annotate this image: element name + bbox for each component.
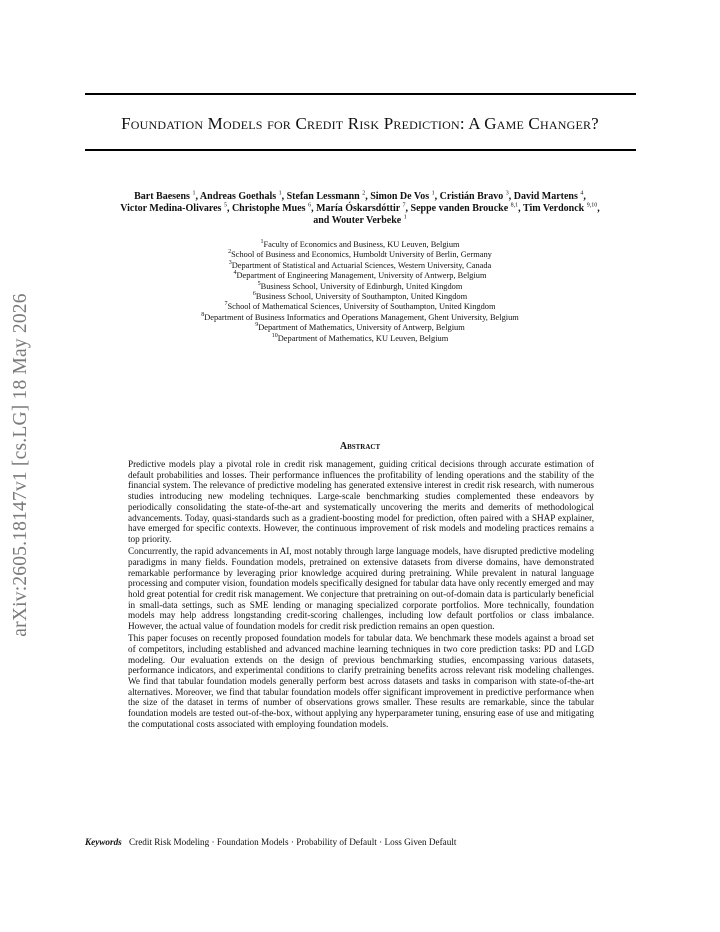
author: Simon De Vos $^1$, <box>370 190 440 202</box>
affiliation: $^4$Department of Engineering Management, University of Antwerp, Belgium <box>233 270 487 281</box>
paper-title: Foundation Models for Credit Risk Prediction: A Game Changer? <box>121 114 599 133</box>
keywords-text: Credit Risk Modeling · Foundation Models · Probability of Default · Loss Given Default <box>129 837 457 847</box>
keywords-line <box>85 837 645 847</box>
title-bottom-rule <box>85 149 636 151</box>
author: Tim Verdonck $^{9,10}$, <box>523 202 600 214</box>
author: and Wouter Verbeke $^1$ <box>313 214 407 226</box>
affiliation-list <box>100 240 620 344</box>
affiliation: $^1$Faculty of Economics and Business, KU Leuven, Belgium <box>260 239 460 249</box>
abstract-paragraph: This paper focuses on recently proposed foundation models for tabular data. We benchmark these models against a broad set of competitors, including established and advanced machine learning techniques in two core prediction tasks: PD and LGD modeling. Our evaluation extends on the design of previous benchmarking studies, encompassing various datasets, performance indicators, and experimental conditions to clarify pretraining benefits across relevant risk modeling challenges. We find that tabular foundation models generally perform best across datasets and tasks in comparison with state-of-the-art alternatives. Moreover, we find that tabular foundation models offer significant improvement in predictive performance when the size of the dataset in terms of number of observations grows smaller. These results are remarkable, since the tabular foundation models are tested out-of-the-box, without applying any hyperparameter tuning, ensuring ease of use and mitigating the computational costs associated with employing foundation models. <box>128 633 594 729</box>
abstract-paragraph: Predictive models play a pivotal role in credit risk management, guiding critical decisions through accurate estimation of default probabilities and losses. Their performance influences the profitability of lending operations and the stability of the financial system. The relevance of predictive modeling has generated extensive interest in credit risk research, with numerous studies introducing new modeling techniques. Large-scale benchmarking studies complemented these endeavors by periodically consolidating the state-of-the-art and systematically uncovering the merits and demerits of methodological advancements. Today, quasi-standards such as a gradient-boosting model for prediction, often paired with a SHAP explainer, have emerged for specific contexts. However, the continuous improvement of risk models and modeling practices remains a top priority. <box>128 459 594 544</box>
affiliation: $^{10}$Department of Mathematics, KU Leuven, Belgium <box>271 332 449 343</box>
title-top-rule <box>85 93 636 95</box>
author: Victor Medina-Olivares $^5$, <box>120 202 232 214</box>
affiliation: $^5$Business School, University of Edinburgh, United Kingdom <box>257 280 463 291</box>
author: Andreas Goethals $^1$, <box>199 190 287 202</box>
author-list <box>75 191 645 227</box>
abstract-heading: Abstract <box>339 441 381 452</box>
abstract-body <box>128 459 594 731</box>
keywords-label: Keywords <box>85 837 122 847</box>
affiliation: $^3$Department of Statistical and Actuarial Sciences, Western University, Canada <box>228 260 492 270</box>
author: Seppe vanden Broucke $^{8,1}$, <box>410 202 523 214</box>
author: David Martens $^4$, <box>513 190 586 202</box>
author: Cristián Bravo $^3$, <box>439 190 514 202</box>
author: Stefan Lessmann $^2$, <box>286 190 371 202</box>
affiliation: $^9$Department of Mathematics, University of Antwerp, Belgium <box>255 322 465 333</box>
affiliation: $^2$School of Business and Economics, Humboldt University of Berlin, Germany <box>228 249 492 260</box>
author: Christophe Mues $^6$, <box>231 202 317 214</box>
affiliation: $^8$Department of Business Informatics and Operations Management, Ghent University, Belgium <box>201 312 519 322</box>
author: Bart Baesens $^1$, <box>134 190 200 202</box>
affiliation: $^7$School of Mathematical Sciences, University of Southampton, United Kingdom <box>224 301 496 312</box>
abstract-paragraph: Concurrently, the rapid advancements in AI, most notably through large language models, have disrupted predictive modeling paradigms in many fields. Foundation models, pretrained on extensive datasets from diverse domains, have demonstrated remarkable performance by leveraging prior knowledge acquired during pretraining. While prevalent in natural language processing and computer vision, foundation models specifically designed for tabular data have only recently emerged and may hold great potential for credit risk management. We conjecture that pretraining on out-of-domain data is particularly beneficial in small-data settings, such as SME lending or managing specialized corporate portfolios. More technically, foundation models may help address longstanding credit-scoring challenges, including low default portfolios or class imbalance. However, the actual value of foundation models for credit risk prediction remains an open question. <box>128 546 594 632</box>
affiliation: $^6$Business School, University of Southampton, United Kingdom <box>252 291 468 302</box>
arxiv-identifier-stamp: arXiv:2605.18147v1 [cs.LG] 18 May 2026 <box>10 293 31 637</box>
author: María Óskarsdóttir $^7$, <box>316 202 411 214</box>
